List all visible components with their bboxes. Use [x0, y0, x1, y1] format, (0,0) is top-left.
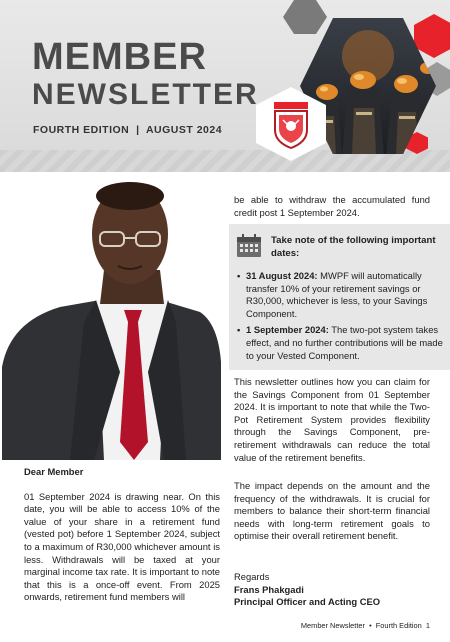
letter-paragraph: 01 September 2024 is drawing near. On this date, you will be able to access 10% of the value of your share in a retirement fund (vested pot) before 1 September 2024, subject to a maximum of R30,000 whichever amount is less. Withdrawals will be taxed at your marginal income tax rate. It is important to note that this is a once-off event. From 2025 onwards, retirement fund members will — [24, 490, 220, 603]
calendar-icon — [236, 234, 262, 258]
signatory-name: Frans Phakgadi — [234, 583, 304, 595]
date-label: 1 September 2024: — [246, 324, 329, 336]
list-item — [237, 324, 443, 362]
regards-text: Regards — [234, 571, 270, 582]
ceo-portrait — [0, 172, 221, 460]
signatory-role: Principal Officer and Acting CEO — [234, 596, 381, 608]
signature-block — [234, 571, 430, 609]
list-item — [237, 270, 443, 320]
date-description: The two-pot system takes effect, and no further contributions will be made to your Vested Component. — [246, 324, 443, 361]
letter-continuation: be able to withdraw the accumulated fund credit post 1 September 2024. — [234, 194, 430, 218]
letter-greeting: Dear Member — [24, 466, 84, 477]
newsletter-title — [32, 38, 259, 110]
page-footer: Member Newsletter • Fourth Edition 1 — [300, 621, 430, 630]
letter-body-left — [24, 466, 220, 604]
callout-title: Take note of the following important dates: — [271, 235, 436, 259]
newsletter-header — [0, 0, 450, 172]
date-description: MWPF will automatically transfer 10% of your retirement savings or R30,000, whichever is less, to your Savings Component. — [246, 270, 428, 319]
withdrawal-impact-paragraph: The impact depends on the amount and the frequency of the withdrawals. It is crucial for members to balance their short-term financial needs with long-term retirement goals to optimise their overall retirement benefit. — [234, 480, 430, 542]
important-dates-list — [237, 270, 443, 366]
savings-component-paragraph: This newsletter outlines how you can claim for the Savings Component from 01 September 2024. It is important to note that while the Two-Pot Retirement System provides flexibility through the Savings Component, pre-retirement withdrawals can reduce the total value of the retirement benefits. — [234, 376, 430, 463]
important-dates-callout — [229, 224, 450, 370]
date-label: 31 August 2024: — [246, 270, 318, 281]
title-line-newsletter: NEWSLETTER — [32, 78, 259, 111]
fund-logo — [255, 86, 327, 162]
title-line-member: MEMBER — [32, 36, 207, 78]
edition-label: FOURTH EDITION | AUGUST 2024 — [33, 124, 223, 136]
